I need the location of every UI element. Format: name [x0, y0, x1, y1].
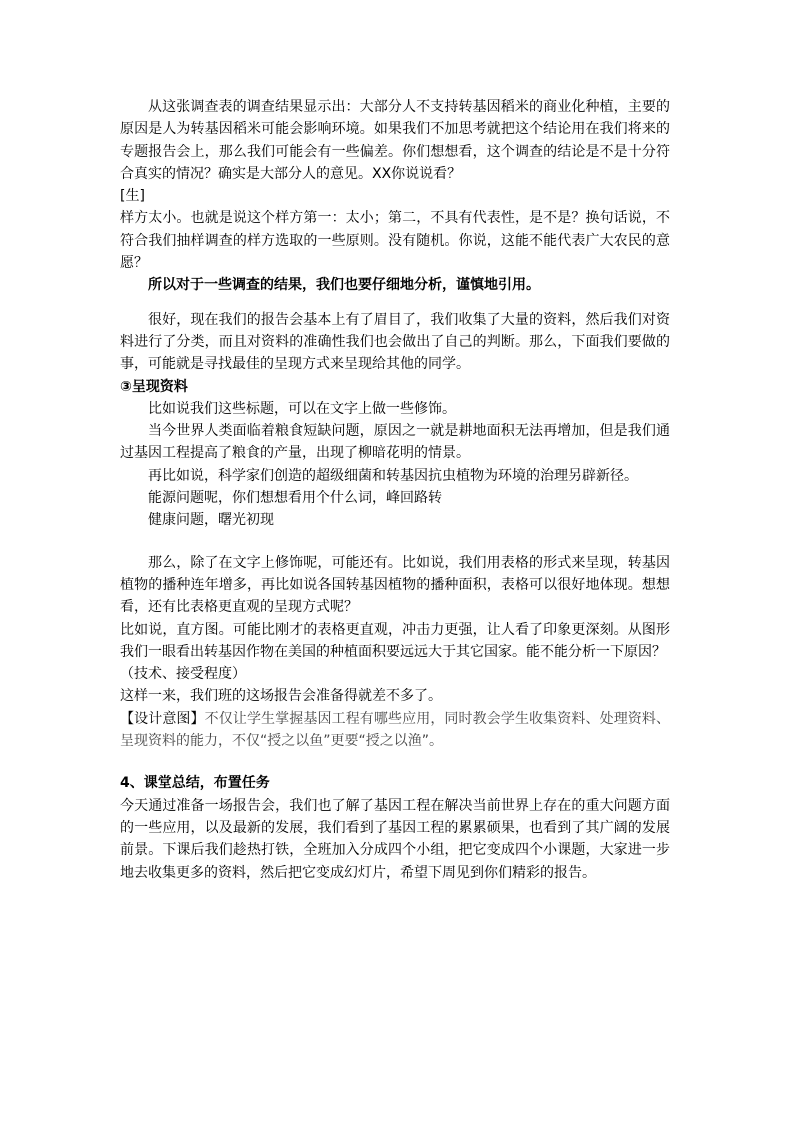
section-heading-summary: 4、课堂总结，布置任务	[120, 775, 270, 792]
paragraph-summary: 今天通过准备一场报告会，我们也了解了基因工程在解决当前世界上存在的重大问题方面的一些应用，以及最新的发展，我们看到了基因工程的累累硕果，也看到了其广阔的发展前景。下课后我们趁热打铁，全班加入分成四个小组，把它变成四个小课题，大家进一步地去收集更多的资料，然后把它变成幻灯片，希望下周见到你们精彩的报告。	[120, 797, 670, 881]
student-response-label: [生]	[120, 188, 145, 205]
spacer	[120, 297, 670, 309]
paragraph-careful-citation: 所以对于一些调查的结果，我们也要仔细地分析，谨慎地引用。	[148, 277, 540, 294]
paragraph-sample-size: 样方太小。也就是说这个样方第一：太小；第二，不具有代表性，是不是？换句话说，不符合我们抽样调查的样方选取的一些原则。没有随机。你说，这能不能代表广大农民的意愿？	[120, 210, 670, 272]
paragraph-almost-ready: 这样一来，我们班的这场报告会准备得就差不多了。	[120, 688, 442, 705]
paragraph-reasons: （技术、接受程度）	[120, 666, 246, 683]
paragraph-environment: 再比如说，科学家们创造的超级细菌和转基因抗虫植物为环境的治理另辟新径。	[148, 467, 638, 484]
section-heading-present-data: ③呈现资料	[120, 378, 188, 395]
document-page	[120, 96, 670, 884]
design-intent-body: 不仅让学生掌握基因工程有哪些应用，同时教会学生收集资料、处理资料、呈现资料的能力，不仅“授之以鱼”更要“授之以渔”。	[120, 710, 671, 750]
paragraph-survey-result: 从这张调查表的调查结果显示出：大部分人不支持转基因稻米的商业化种植，主要的原因是人为转基因稻米可能会影响环境。如果我们不加思考就把这个结论用在我们将来的专题报告会上，那么我们可能会有一些偏差。你们想想看，这个调查的结论是不是十分符合真实的情况？确实是大部分人的意见。XX你说说看？	[120, 99, 670, 182]
paragraph-table-format: 那么，除了在文字上修饰呢，可能还有。比如说，我们用表格的形式来呈现，转基因植物的播种连年增多，再比如说各国转基因植物的播种面积，表格可以很好地体现。想想看，还有比表格更直观的呈现方式呢？	[120, 554, 670, 616]
paragraph-design-intent	[120, 708, 670, 753]
spacer	[120, 532, 670, 552]
paragraph-health: 健康问题，曙光初现	[148, 512, 274, 529]
spacer	[120, 752, 670, 772]
paragraph-energy: 能源问题呢，你们想想看用个什么词，峰回路转	[148, 490, 442, 507]
paragraph-report-progress: 很好，现在我们的报告会基本上有了眉目了，我们收集了大量的资料，然后我们对资料进行了分类，而且对资料的准确性我们也会做出了自己的判断。那么，下面我们要做的事，可能就是寻找最佳的呈现方式来呈现给其他的同学。	[120, 311, 670, 373]
paragraph-food-shortage: 当今世界人类面临着粮食短缺问题，原因之一就是耕地面积无法再增加，但是我们通过基因工程提高了粮食的产量，出现了柳暗花明的情景。	[120, 423, 670, 462]
design-intent-tag: 【设计意图】	[120, 710, 205, 727]
paragraph-title-polish: 比如说我们这些标题，可以在文字上做一些修饰。	[148, 400, 456, 417]
paragraph-histogram: 比如说，直方图。可能比刚才的表格更直观，冲击力更强，让人看了印象更深刻。从图形我们一眼看出转基因作物在美国的种植面积要远远大于其它国家。能不能分析一下原因？	[120, 621, 670, 660]
